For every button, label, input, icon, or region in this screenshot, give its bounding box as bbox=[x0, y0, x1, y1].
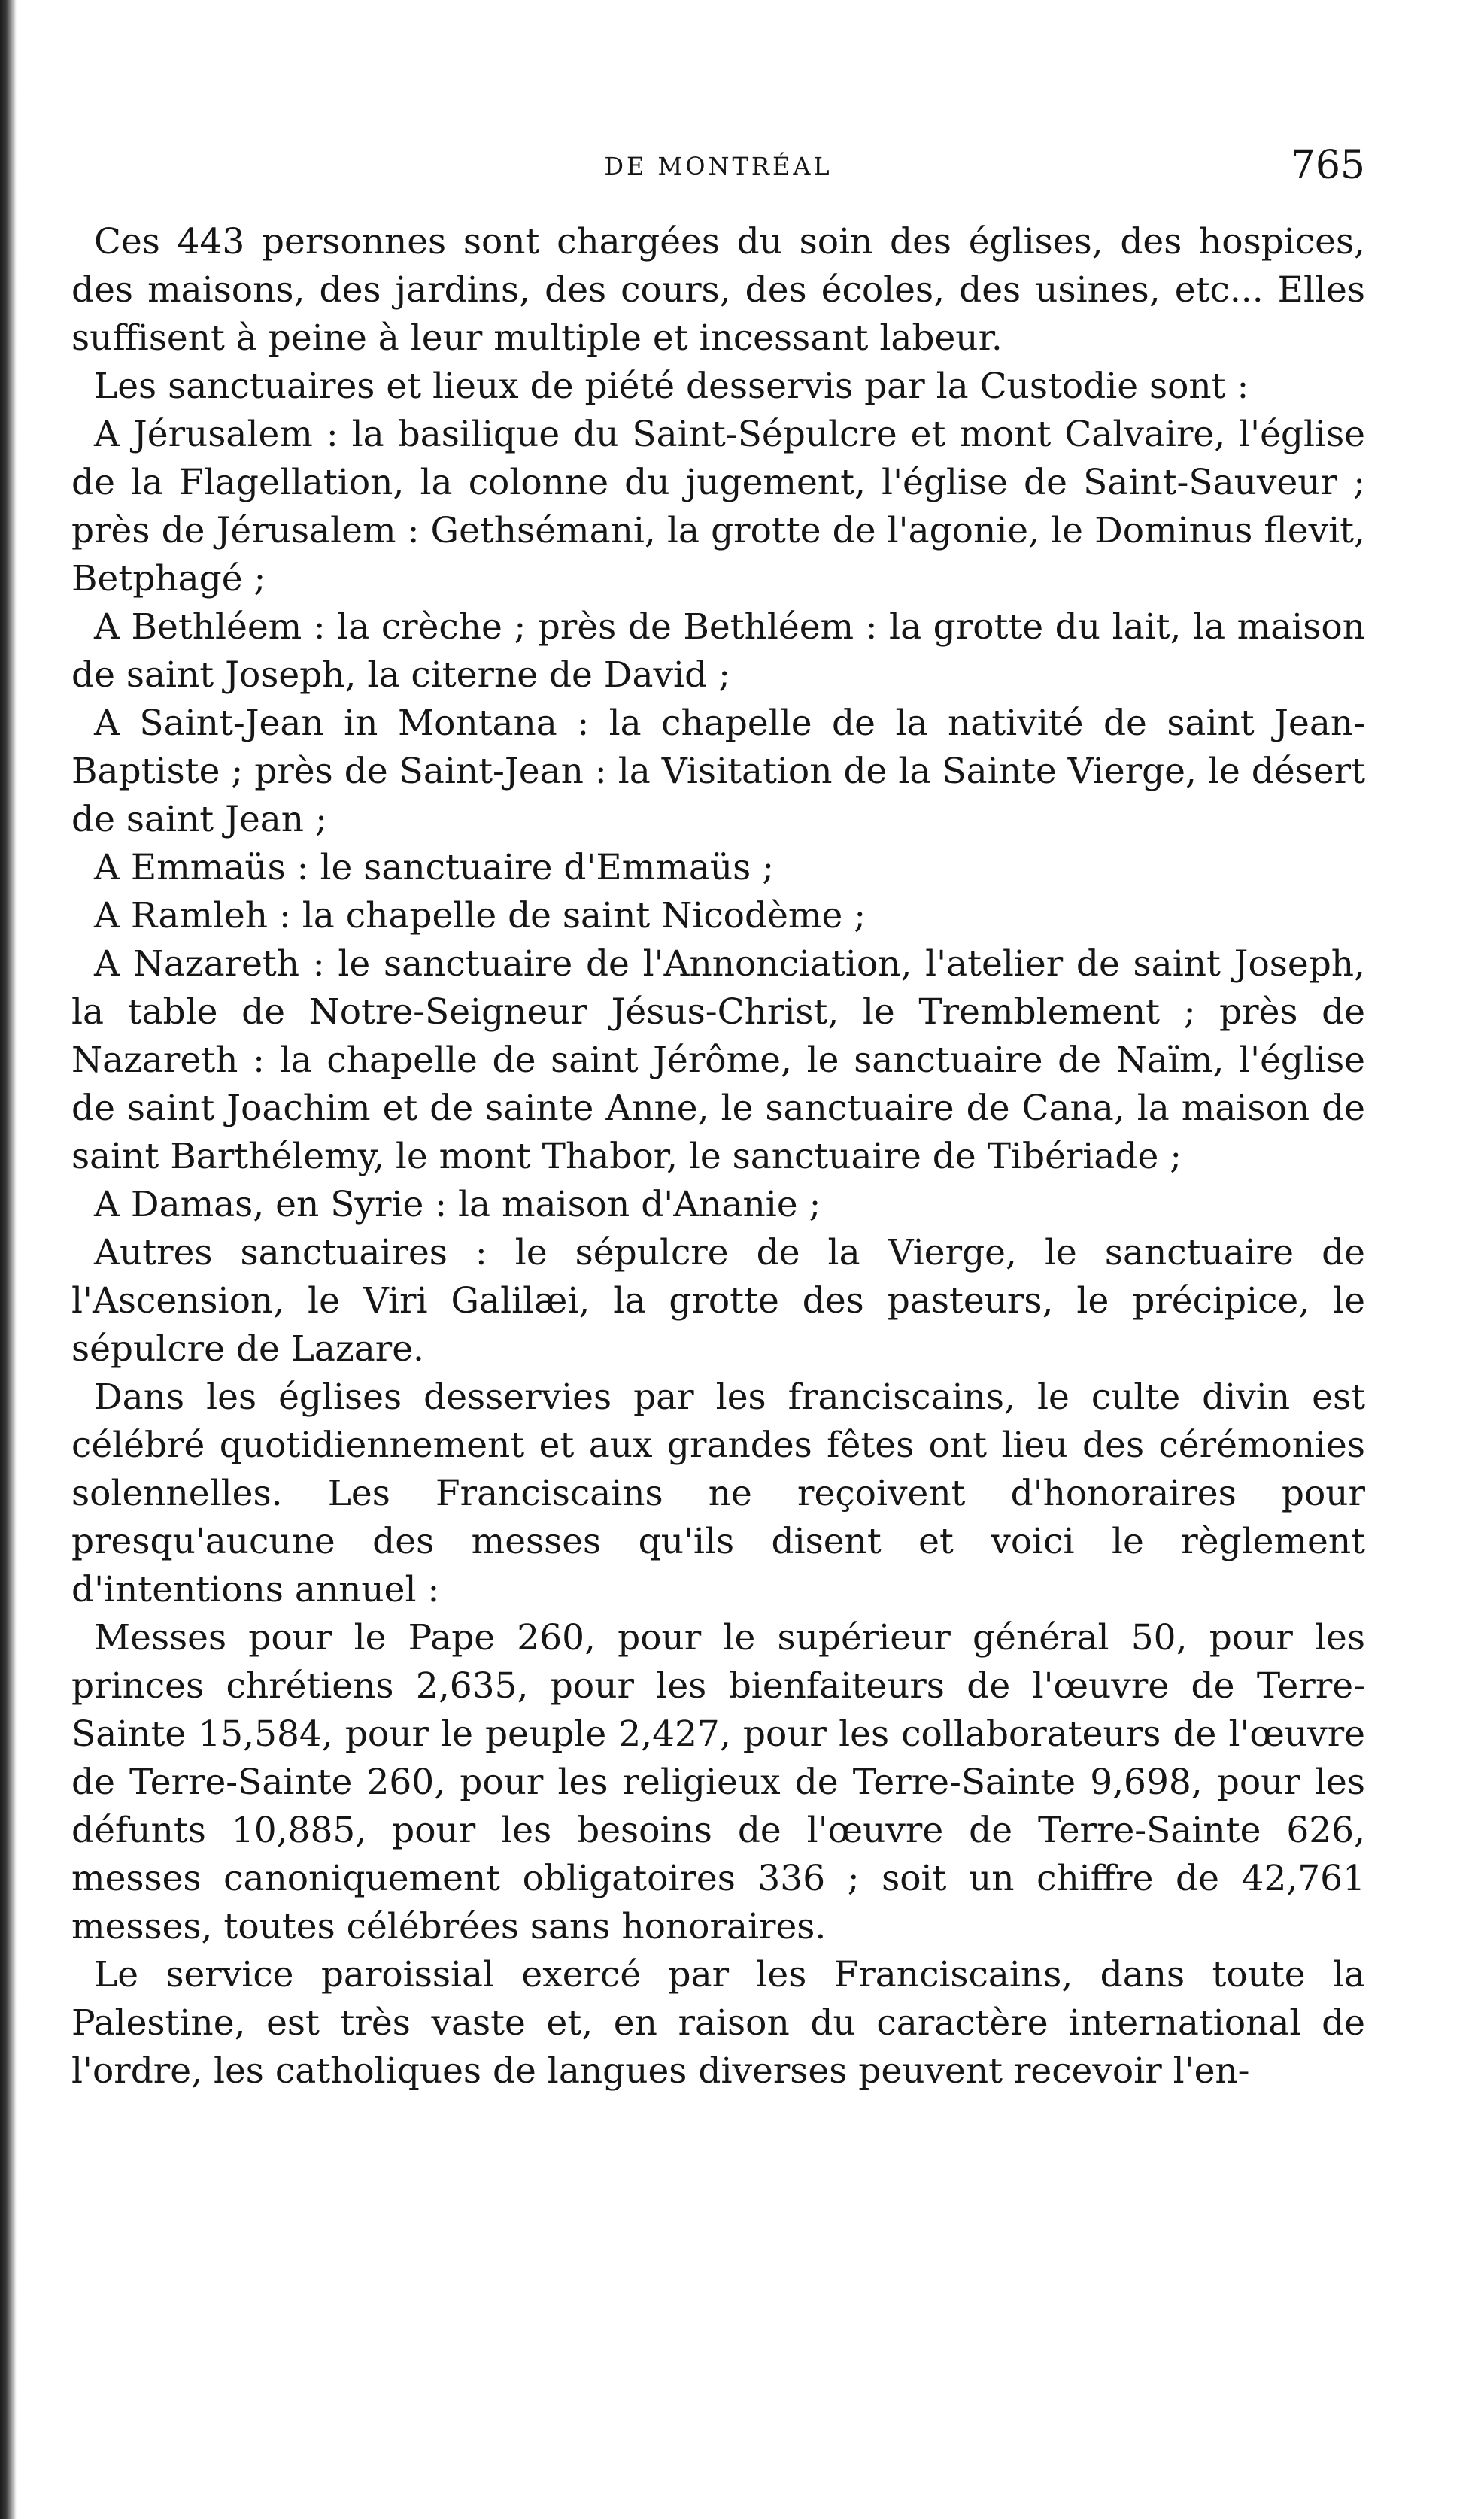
running-title: DE MONTRÉAL bbox=[604, 152, 833, 181]
paragraph-ramleh: A Ramleh : la chapelle de saint Nicodème ; bbox=[94, 895, 866, 936]
paragraph-emmaus: A Emmaüs : le sanctuaire d'Emmaüs ; bbox=[94, 847, 775, 888]
paragraph-messes: Messes pour le Pape 260, pour le supérieur général 50, pour les princes chrétiens 2,635, pour les bienfaiteurs de l'œuvre de Terre-Sainte 15,584, pour le peuple 2,427, pour les collaborateurs de l'œuvre de Terre-Sainte 260, pour les religieux de Terre-Sainte 9,698, pour les défunts 10,885, pour les besoins de l'œuvre de Terre-Sainte 626, messes canoniquement obligatoires 336 ; soit un chiffre de 42,761 messes, toutes célébrées sans honoraires. bbox=[71, 1617, 1365, 1947]
paragraph-damas: A Damas, en Syrie : la maison d'Ananie ; bbox=[94, 1184, 821, 1225]
paragraph-1: Ces 443 personnes sont chargées du soin des églises, des hospices, des maisons, des jardins, des cours, des écoles, des usines, etc... Elles suffisent à peine à leur multiple et incessant labeur. bbox=[71, 221, 1365, 359]
paragraph-service: Le service paroissial exercé par les Franciscains, dans toute la Palestine, est très vaste et, en raison du caractère international de l'ordre, les catholiques de langues diverses peuvent recevoir l'en- bbox=[71, 1954, 1365, 2092]
paragraph-bethleem: A Bethléem : la crèche ; près de Bethléem : la grotte du lait, la maison de saint Joseph, la citerne de David ; bbox=[71, 606, 1365, 696]
binding-edge bbox=[0, 0, 17, 2519]
paragraph-autres: Autres sanctuaires : le sépulcre de la Vierge, le sanctuaire de l'Ascension, le Viri Galilæi, la grotte des pasteurs, le précipice, le sépulcre de Lazare. bbox=[71, 1232, 1365, 1370]
paragraph-saint-jean: A Saint-Jean in Montana : la chapelle de la nativité de saint Jean-Baptiste ; près de Saint-Jean : la Visitation de la Sainte Vierge, le désert de saint Jean ; bbox=[71, 703, 1365, 840]
page-number: 765 bbox=[1290, 143, 1365, 188]
running-head bbox=[71, 143, 1365, 196]
paragraph-2: Les sanctuaires et lieux de piété desservis par la Custodie sont : bbox=[94, 366, 1249, 407]
paragraph-culte: Dans les églises desservies par les franciscains, le culte divin est célébré quotidiennement et aux grandes fêtes ont lieu des cérémonies solennelles. Les Franciscains ne reçoivent d'honoraires pour presqu'aucune des messes qu'ils disent et voici le règlement d'intentions annuel : bbox=[71, 1376, 1365, 1610]
paragraph-nazareth: A Nazareth : le sanctuaire de l'Annonciation, l'atelier de saint Joseph, la table de Notre-Seigneur Jésus-Christ, le Tremblement ; près de Nazareth : la chapelle de saint Jérôme, le sanctuaire de Naïm, l'église de saint Joachim et de sainte Anne, le sanctuaire de Cana, la maison de saint Barthélemy, le mont Thabor, le sanctuaire de Tibériade ; bbox=[71, 943, 1365, 1177]
book-page bbox=[71, 143, 1365, 2096]
body-text bbox=[71, 218, 1365, 2096]
paragraph-jerusalem: A Jérusalem : la basilique du Saint-Sépulcre et mont Calvaire, l'église de la Flagellation, la colonne du jugement, l'église de Saint-Sauveur ; près de Jérusalem : Gethsémani, la grotte de l'agonie, le Dominus flevit, Betphagé ; bbox=[71, 414, 1365, 599]
